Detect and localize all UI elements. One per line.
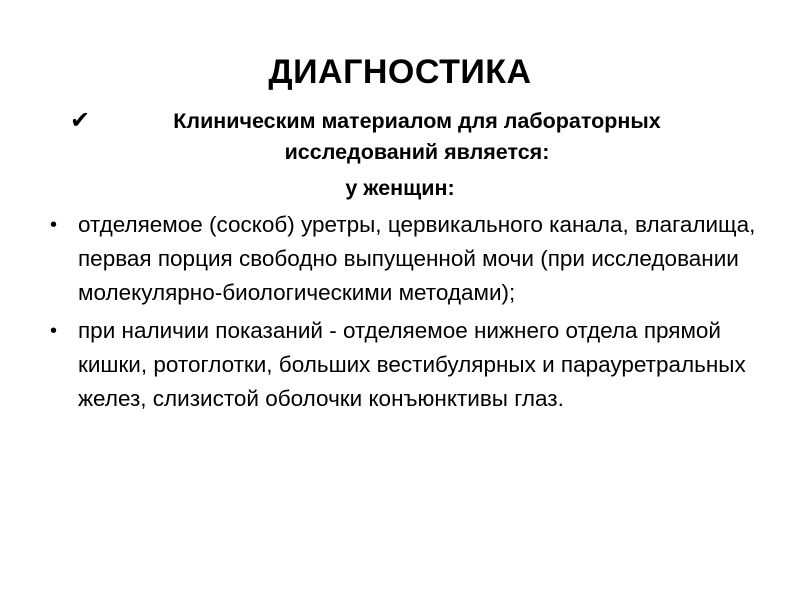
bullet-dot-icon: •: [50, 320, 58, 342]
intro-statement: [70, 106, 750, 168]
subheading: у женщин:: [345, 176, 455, 200]
bullet-list: [42, 208, 772, 420]
bullet-dot-icon: •: [50, 214, 58, 236]
bullet-text: при наличии показаний - отделяемое нижнего отдела прямой кишки, ротоглотки, больших вестибулярных и парауретральных желез, слизистой оболочки конъюнктивы глаз.: [78, 318, 746, 411]
intro-text: Клиническим материалом для лабораторных исследований является:: [173, 109, 661, 164]
bullet-text: отделяемое (соскоб) уретры, цервикального канала, влагалища, первая порция свободно выпущенной мочи (при исследовании молекулярно-биологическими методами);: [78, 212, 756, 305]
bullet-item: [42, 314, 772, 416]
checkmark-icon: ✔: [70, 107, 91, 134]
bullet-item: [42, 208, 772, 310]
slide-title: ДИАГНОСТИКА: [268, 53, 532, 91]
